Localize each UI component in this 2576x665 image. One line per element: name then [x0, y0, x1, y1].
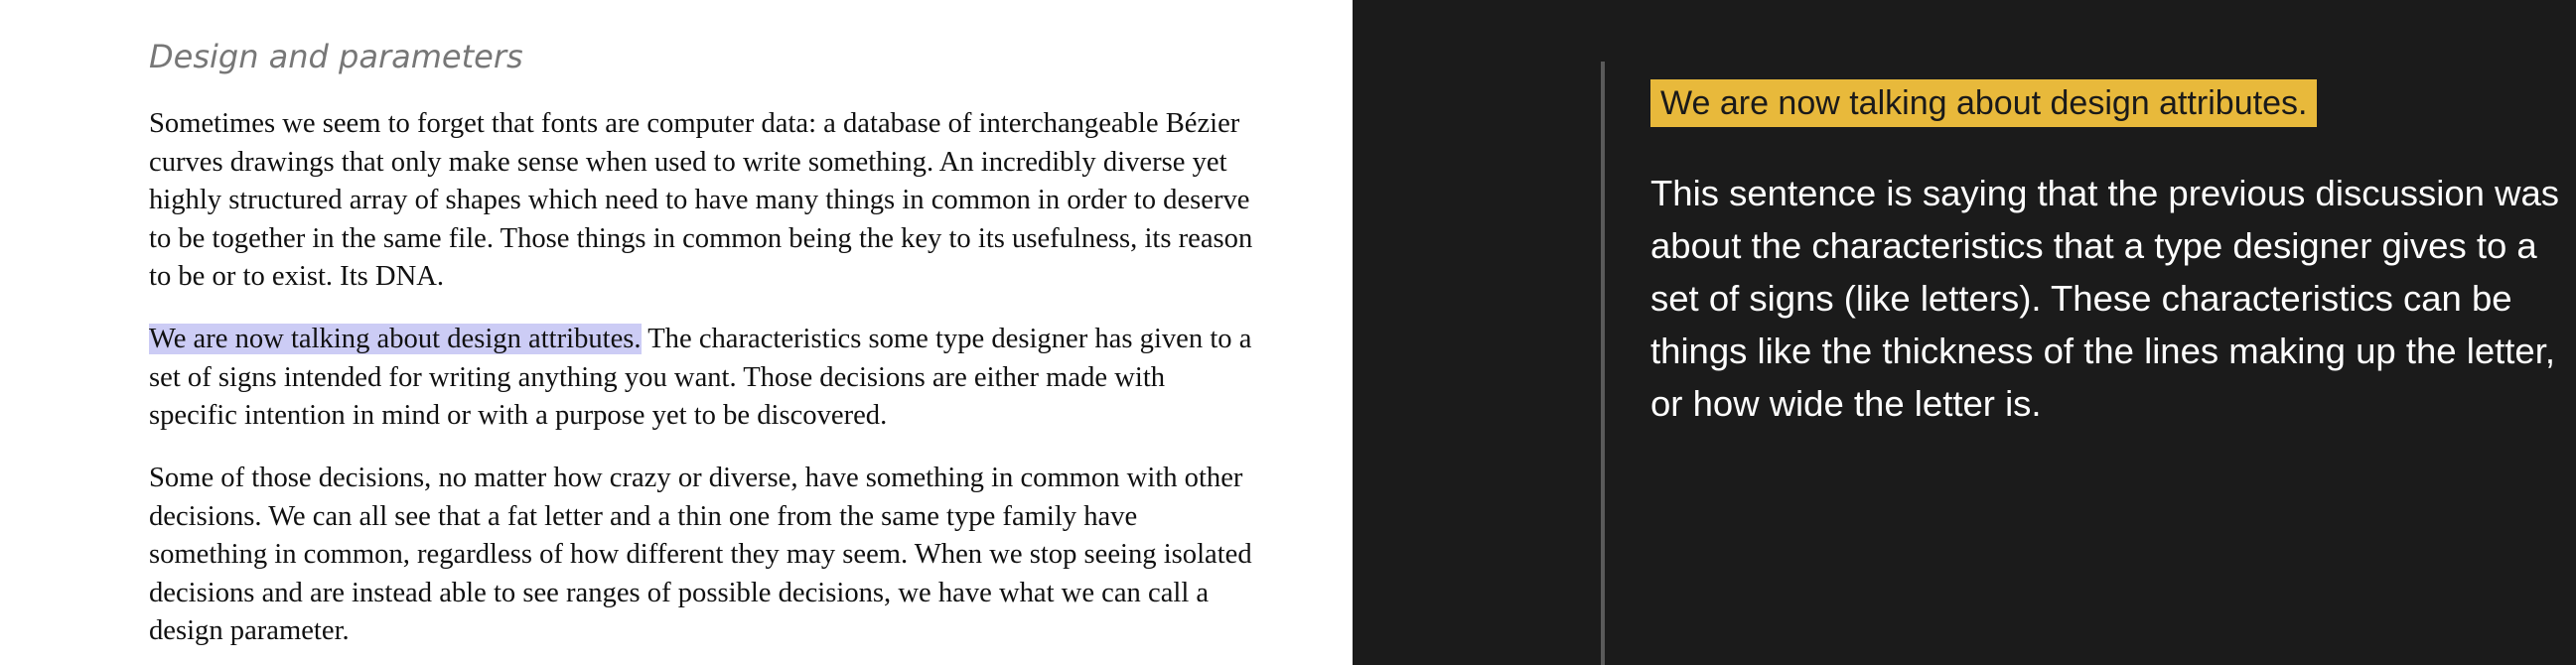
paragraph-3-line: Some of those decisions, no matter how crazy or diverse, have something in common with other	[149, 463, 1243, 493]
paragraph-3-line: decisions and are instead able to see ranges of possible decisions, we have what we can call a	[149, 577, 1210, 608]
paragraph-3-line: design parameter.	[149, 615, 350, 646]
paragraph-2-line: specific intention in mind or with a purpose yet to be discovered.	[149, 400, 888, 431]
paragraph-1-line: highly structured array of shapes which need to have many things in common in order to deserve	[149, 185, 1250, 215]
explanation-panel	[1353, 0, 2576, 665]
explanation-text: This sentence is saying that the previous discussion was about the characteristics that a type designer gives to a set of signs (like letters). These characteristics can be things like the thickness of the lines making up the letter, or how wide the letter is.	[1650, 173, 2559, 424]
paragraph-3	[149, 460, 1281, 651]
paragraph-3-line: something in common, regardless of how different they may seem. When we stop seeing isolated	[149, 539, 1252, 570]
paragraph-2-line-rest: The characteristics some type designer has given to a	[641, 324, 1252, 354]
paragraph-2	[149, 321, 1281, 436]
quote-divider	[1601, 62, 1605, 665]
selected-quote: We are now talking about design attributes.	[1650, 79, 2317, 127]
paragraph-1	[149, 105, 1281, 297]
section-heading: Design and parameters	[149, 38, 523, 75]
paragraph-1-line: curves drawings that only make sense when used to write something. An incredibly diverse yet	[149, 146, 1227, 178]
paragraph-1-line: to be together in the same file. Those things in common being the key to its usefulness, its reason	[149, 222, 1253, 254]
highlighted-sentence[interactable]: We are now talking about design attributes.	[149, 324, 642, 354]
paragraph-1-line: Sometimes we seem to forget that fonts are computer data: a database of interchangeable Bézier	[149, 108, 1240, 139]
paragraph-2-line	[149, 321, 1281, 359]
paragraph-3-line: decisions. We can all see that a fat letter and a thin one from the same type family have	[149, 500, 1138, 532]
paragraph-2-line: set of signs intended for writing anything you want. Those decisions are either made with	[149, 361, 1166, 393]
paragraph-1-line: to be or to exist. Its DNA.	[149, 261, 445, 292]
